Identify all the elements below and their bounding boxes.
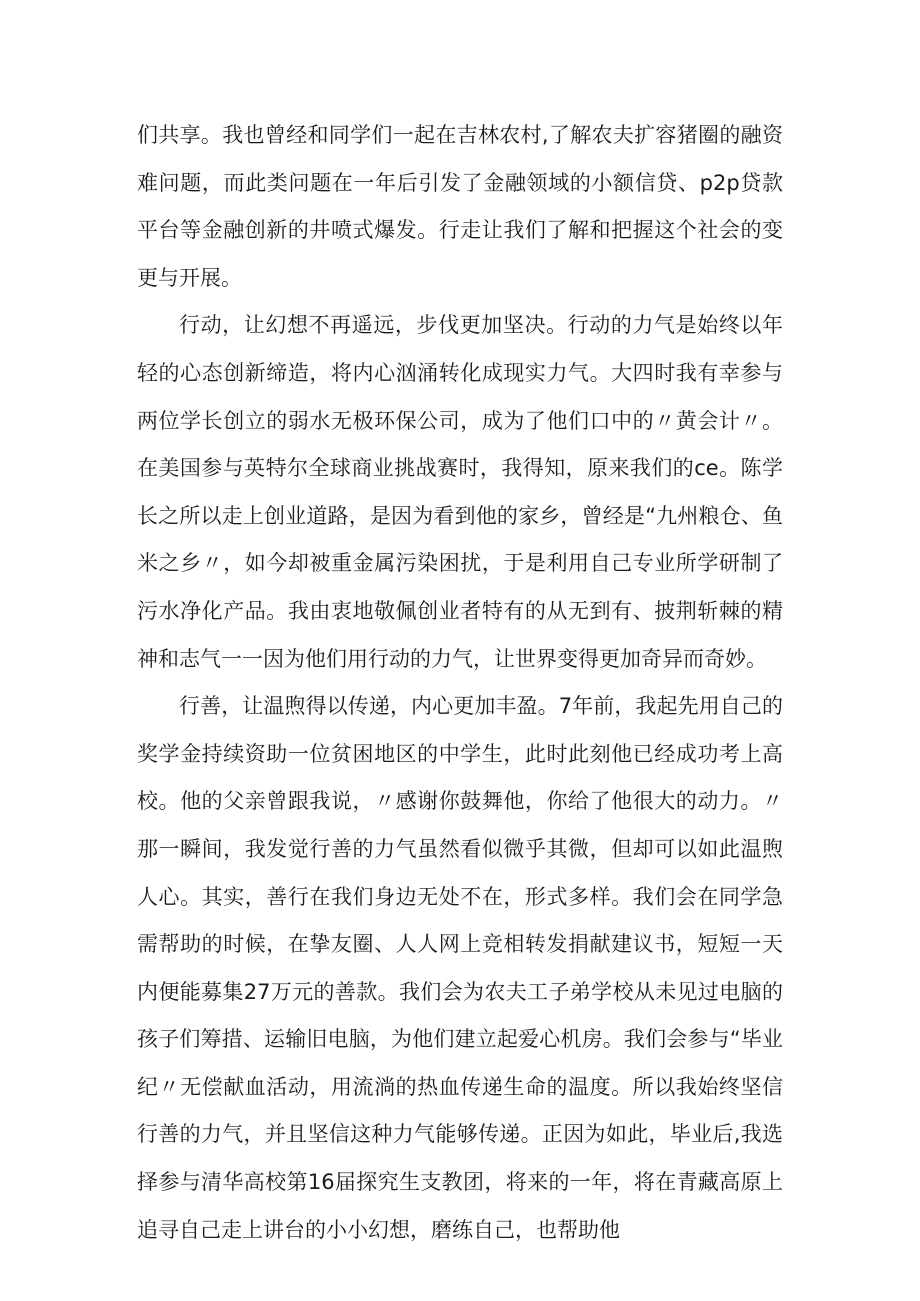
paragraph-2: 行动，让幻想不再遥远，步伐更加坚决。行动的力气是始终以年轻的心态创新缔造，将内心汹涌转化成现实力气。大四时我有幸参与两位学长创立的弱水无极环保公司，成为了他们口中的〃黄会计〃。在美国参与英特尔全球商业挑战赛时，我得知，原来我们的ce。陈学长之所以走上创业道路，是因为看到他的家乡，曾经是“九州粮仓、鱼米之乡〃，如今却被重金属污染困扰，于是利用自己专业所学研制了污水净化产品。我由衷地敬佩创业者特有的从无到有、披荆斩棘的精神和志气一一因为他们用行动的力气，让世界变得更加奇异而奇妙。: [137, 313, 783, 671]
document-body: [137, 112, 783, 1254]
paragraph-1: 们共享。我也曾经和同学们一起在吉林农村,了解农夫扩容猪圈的融资难问题，而此类问题在一年后引发了金融领域的小额信贷、p2p贷款平台等金融创新的井喷式爆发。行走让我们了解和把握这个社会的变更与开展。: [137, 123, 783, 290]
paragraph-3: 行善，让温煦得以传递，内心更加丰盈。7年前，我起先用自己的奖学金持续资助一位贫困地区的中学生，此时此刻他已经成功考上高校。他的父亲曾跟我说，〃感谢你鼓舞他，你给了他很大的动力。〃那一瞬间，我发觉行善的力气虽然看似微乎其微，但却可以如此温煦人心。其实，善行在我们身边无处不在，形式多样。我们会在同学急需帮助的时候，在挚友圈、人人网上竞相转发捐献建议书，短短一天内便能募集27万元的善款。我们会为农夫工子弟学校从未见过电脑的孩子们筹措、运输旧电脑，为他们建立起爱心机房。我们会参与“毕业纪〃无偿献血活动，用流淌的热血传递生命的温度。所以我始终坚信行善的力气，并且坚信这种力气能够传递。正因为如此，毕业后,我选择参与清华高校第16届探究生支教团，将来的一年，将在青藏高原上追寻自己走上讲台的小小幻想，磨练自己，也帮助他: [137, 694, 783, 1242]
